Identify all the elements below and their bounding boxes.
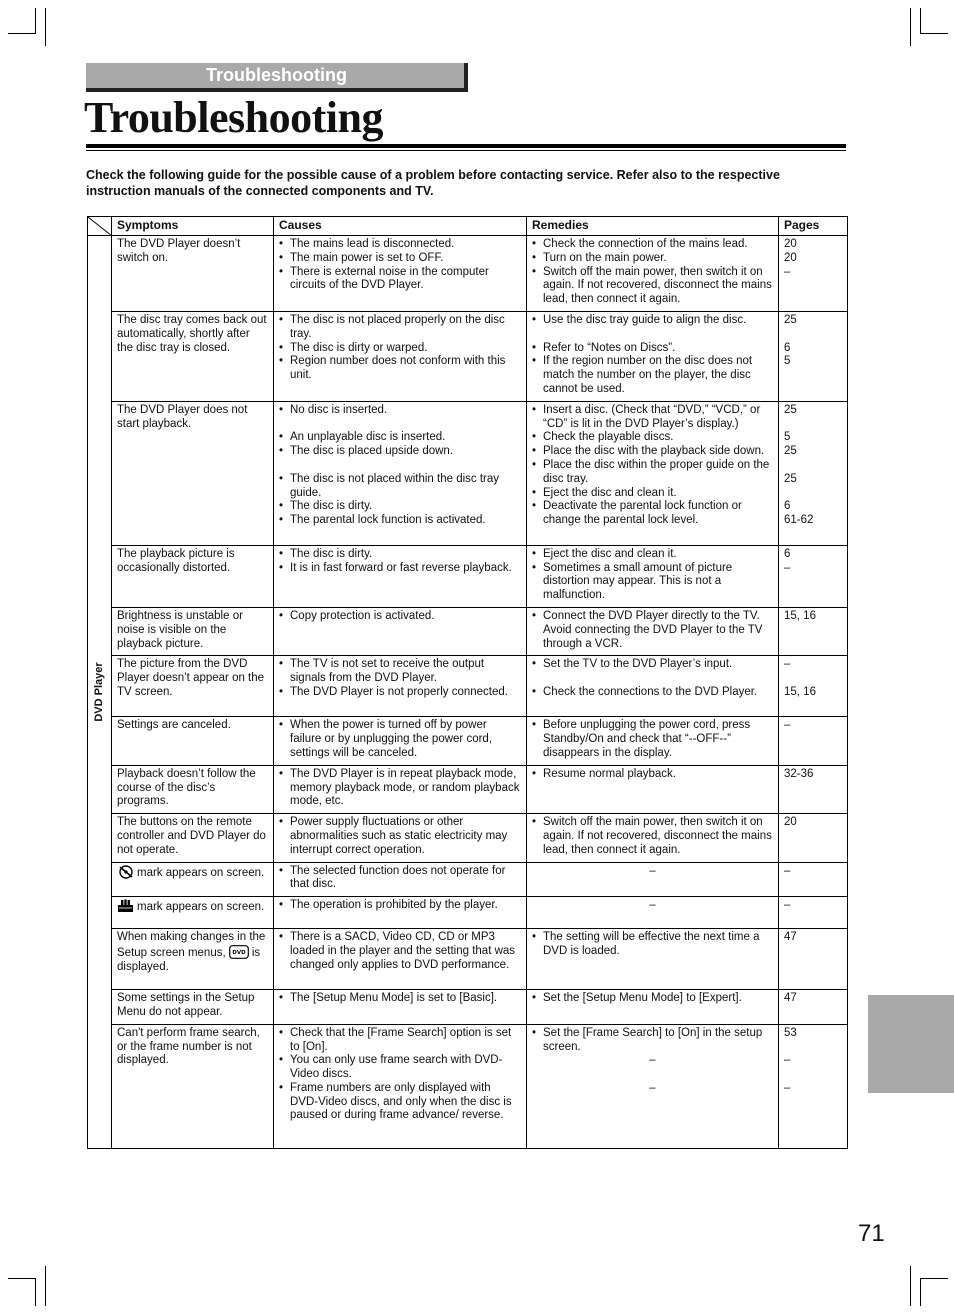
causes-cell	[274, 897, 527, 929]
svg-text:DVD: DVD	[232, 949, 246, 956]
causes-cell	[274, 607, 527, 655]
cause-item: • Power supply fluctuations or other abnormalities such as static electricity may interrupt correct operation.	[279, 816, 521, 857]
cause-item: • The mains lead is disconnected.	[279, 238, 521, 252]
symptom-cell: The DVD Player doesn’t switch on.	[112, 236, 274, 312]
page-ref: 25	[784, 313, 797, 326]
symptom-cell: Playback doesn’t follow the course of the disc’s programs.	[112, 765, 274, 813]
symptom-cell: The disc tray comes back out automatically, shortly after the disc tray is closed.	[112, 311, 274, 401]
remedies-cell	[527, 545, 779, 607]
causes-cell	[274, 311, 527, 401]
table-row	[88, 765, 848, 813]
remedy-item: • Before unplugging the power cord, press Standby/On and check that “--OFF--” disappears in the display.	[532, 719, 773, 760]
remedy-item: • Check the playable discs.	[532, 431, 773, 445]
causes-cell	[274, 656, 527, 717]
cause-item: • The selected function does not operate for that disc.	[279, 865, 521, 893]
prohibited-disc-icon	[117, 865, 134, 879]
cause-item: • Region number does not conform with this unit.	[279, 355, 521, 383]
remedy-item: • Place the disc with the playback side down.	[532, 445, 773, 459]
table-row	[88, 311, 848, 401]
pages-cell	[779, 607, 848, 655]
page-title: Troubleshooting	[84, 93, 383, 142]
remedy-item: • Place the disc within the proper guide on the disc tray.	[532, 459, 773, 487]
remedy-item: • Check the connections to the DVD Player.	[532, 686, 773, 700]
page-ref: 6	[784, 500, 791, 513]
pages-cell	[779, 1024, 848, 1148]
remedy-item: • Check the connection of the mains lead.	[532, 238, 773, 252]
crop-mark	[910, 1266, 911, 1306]
symptom-cell: Settings are canceled.	[112, 717, 274, 765]
column-header-symptoms: Symptoms	[112, 217, 274, 236]
symptom-text: When making changes in the Setup screen menus,	[117, 931, 266, 959]
troubleshooting-table	[87, 216, 848, 1149]
page-ref: 47	[784, 931, 797, 944]
crop-mark	[8, 1278, 36, 1279]
remedies-cell	[527, 401, 779, 545]
cause-item: • No disc is inserted.	[279, 404, 521, 418]
page-ref: 47	[784, 992, 797, 1005]
page-ref: –	[784, 561, 791, 574]
causes-cell	[274, 862, 527, 897]
pages-cell	[779, 990, 848, 1025]
cause-item: • The disc is not placed properly on the disc tray.	[279, 314, 521, 342]
crop-mark	[920, 1278, 948, 1279]
causes-cell	[274, 401, 527, 545]
corner-cell	[88, 217, 112, 236]
crop-mark	[920, 8, 921, 34]
cause-item: • The DVD Player is in repeat playback mode, memory playback mode, or random playback mode, etc.	[279, 768, 521, 809]
remedies-cell	[527, 814, 779, 862]
pages-cell	[779, 897, 848, 929]
symptom-cell: The DVD Player does not start playback.	[112, 401, 274, 545]
pages-cell	[779, 656, 848, 717]
cause-item: • The main power is set to OFF.	[279, 252, 521, 266]
remedies-cell: –	[527, 862, 779, 897]
crop-mark	[45, 8, 46, 46]
cause-item: • Copy protection is activated.	[279, 610, 521, 624]
remedy-item: • Set the [Frame Search] to [On] in the setup screen.	[532, 1027, 773, 1055]
table-row	[88, 1024, 848, 1148]
group-label: DVD Player	[92, 662, 105, 722]
page-ref: 20	[784, 238, 797, 250]
causes-cell	[274, 814, 527, 862]
pages-cell	[779, 236, 848, 312]
pages-cell	[779, 929, 848, 990]
remedy-item: • Resume normal playback.	[532, 768, 773, 782]
table-row	[88, 545, 848, 607]
remedy-item: • Connect the DVD Player directly to the TV. Avoid connecting the DVD Player to the TV through a VCR.	[532, 610, 773, 651]
symptom-cell: Brightness is unstable or noise is visible on the playback picture.	[112, 607, 274, 655]
page-ref: 15, 16	[784, 609, 816, 622]
cause-item: • There is a SACD, Video CD, CD or MP3 loaded in the player and the setting that was changed only applies to DVD performance.	[279, 931, 521, 972]
cause-item: • The disc is not placed within the disc tray guide.	[279, 473, 521, 501]
symptom-cell: The buttons on the remote controller and DVD Player do not operate.	[112, 814, 274, 862]
remedy-item: • Set the TV to the DVD Player’s input.	[532, 658, 773, 672]
remedies-cell	[527, 607, 779, 655]
page-ref: –	[784, 719, 791, 732]
symptom-cell: The picture from the DVD Player doesn’t appear on the TV screen.	[112, 656, 274, 717]
page-ref: 25	[784, 445, 797, 458]
table-row	[88, 814, 848, 862]
page-ref: 61-62	[784, 514, 814, 527]
remedy-item: • Eject the disc and clean it.	[532, 548, 773, 562]
remedy-item: • The setting will be effective the next time a DVD is loaded.	[532, 931, 773, 959]
table-row	[88, 656, 848, 717]
intro-text: Check the following guide for the possible cause of a problem before contacting service. Refer also to the respective instruction manuals of the connected components and TV.	[86, 168, 780, 198]
page-ref: –	[784, 1054, 791, 1067]
cause-item: • The disc is dirty.	[279, 548, 521, 562]
remedy-dash: –	[649, 1054, 656, 1067]
symptom-text: is displayed.	[117, 946, 261, 973]
section-tab-label: Troubleshooting	[206, 65, 347, 85]
title-rule-thin	[86, 150, 846, 151]
cause-item: • There is external noise in the computer circuits of the DVD Player.	[279, 266, 521, 294]
table-header-row	[88, 217, 848, 236]
page-ref: 6	[784, 341, 791, 354]
page-ref: 15, 16	[784, 685, 816, 698]
causes-cell	[274, 236, 527, 312]
remedies-cell	[527, 656, 779, 717]
cause-item: • The disc is placed upside down.	[279, 445, 521, 459]
page-ref: –	[784, 864, 791, 877]
pages-cell	[779, 814, 848, 862]
diagonal-line-icon	[88, 217, 112, 236]
remedy-item: • If the region number on the disc does not match the number on the player, the disc cannot be used.	[532, 355, 773, 396]
causes-cell	[274, 765, 527, 813]
remedies-cell	[527, 311, 779, 401]
cause-item: • The DVD Player is not properly connected.	[279, 686, 521, 700]
cause-item: • The operation is prohibited by the player.	[279, 899, 521, 913]
table-row	[88, 717, 848, 765]
crop-mark	[910, 8, 911, 46]
page-ref: 5	[784, 431, 791, 444]
causes-cell	[274, 545, 527, 607]
cause-item: • It is in fast forward or fast reverse playback.	[279, 562, 521, 576]
section-tab	[86, 63, 468, 92]
remedy-item: • Refer to “Notes on Discs”.	[532, 342, 773, 356]
crop-mark	[35, 1278, 36, 1306]
table-row	[88, 862, 848, 897]
causes-cell	[274, 1024, 527, 1148]
dvd-logo-icon	[229, 945, 249, 959]
table-row	[88, 897, 848, 929]
page-ref: 25	[784, 403, 797, 416]
prohibited-hand-icon	[117, 899, 134, 913]
remedies-cell	[527, 236, 779, 312]
symptom-cell	[112, 929, 274, 990]
page-ref: –	[784, 899, 791, 912]
remedies-cell	[527, 1024, 779, 1148]
remedy-item: • Turn on the main power.	[532, 252, 773, 266]
column-header-causes: Causes	[274, 217, 527, 236]
page-ref: –	[784, 1081, 791, 1094]
pages-cell	[779, 765, 848, 813]
page-ref: –	[784, 265, 791, 278]
symptom-cell	[112, 862, 274, 897]
remedy-item: • Switch off the main power, then switch it on again. If not recovered, disconnect the mains lead, then connect it again.	[532, 816, 773, 857]
pages-cell	[779, 545, 848, 607]
causes-cell	[274, 717, 527, 765]
group-label-cell	[88, 236, 112, 1149]
remedy-item: • Use the disc tray guide to align the disc.	[532, 314, 773, 328]
table-row	[88, 236, 848, 312]
table-row	[88, 990, 848, 1025]
remedy-item: • Switch off the main power, then switch it on again. If not recovered, disconnect the mains lead, then connect it again.	[532, 266, 773, 307]
symptom-cell: The playback picture is occasionally distorted.	[112, 545, 274, 607]
remedies-cell	[527, 929, 779, 990]
page-ref: 20	[784, 251, 797, 264]
remedies-cell: –	[527, 897, 779, 929]
remedy-item: • Set the [Setup Menu Mode] to [Expert].	[532, 992, 773, 1006]
causes-cell	[274, 990, 527, 1025]
pages-cell	[779, 862, 848, 897]
cause-item: • Frame numbers are only displayed with DVD-Video discs, and only when the disc is paused or during frame advance/ reverse.	[279, 1082, 521, 1123]
symptom-cell: Some settings in the Setup Menu do not appear.	[112, 990, 274, 1025]
cause-item: • Check that the [Frame Search] option is set to [On].	[279, 1027, 521, 1055]
cause-item: • The [Setup Menu Mode] is set to [Basic].	[279, 992, 521, 1006]
cause-item: • The parental lock function is activated.	[279, 514, 521, 528]
page-ref: 32-36	[784, 767, 814, 780]
side-tab	[868, 995, 954, 1093]
symptom-text: mark appears on screen.	[137, 901, 265, 914]
symptom-cell: Can't perform frame search, or the frame number is not displayed.	[112, 1024, 274, 1148]
title-rule	[86, 144, 846, 148]
remedy-item: • Insert a disc. (Check that “DVD,” “VCD,” or “CD” is lit in the DVD Player’s display.)	[532, 404, 773, 432]
remedies-cell	[527, 717, 779, 765]
page-ref: 20	[784, 816, 797, 829]
pages-cell	[779, 717, 848, 765]
cause-item: • You can only use frame search with DVD-Video discs.	[279, 1054, 521, 1082]
cause-item: • The TV is not set to receive the output signals from the DVD Player.	[279, 658, 521, 686]
symptom-cell	[112, 897, 274, 929]
symptom-text: mark appears on screen.	[137, 866, 265, 879]
crop-mark	[8, 33, 36, 34]
table-row	[88, 401, 848, 545]
remedy-item: • Eject the disc and clean it.	[532, 487, 773, 501]
causes-cell	[274, 929, 527, 990]
page-ref: 25	[784, 472, 797, 485]
table-row	[88, 607, 848, 655]
cause-item: • When the power is turned off by power failure or by unplugging the power cord, settings will be canceled.	[279, 719, 521, 760]
remedies-cell	[527, 765, 779, 813]
column-header-remedies: Remedies	[527, 217, 779, 236]
remedies-cell	[527, 990, 779, 1025]
pages-cell	[779, 401, 848, 545]
crop-mark	[45, 1266, 46, 1306]
remedy-item: • Deactivate the parental lock function or change the parental lock level.	[532, 500, 773, 528]
column-header-pages: Pages	[779, 217, 848, 236]
crop-mark	[35, 8, 36, 34]
cause-item: • The disc is dirty or warped.	[279, 342, 521, 356]
pages-cell	[779, 311, 848, 401]
remedy-dash: –	[649, 1081, 656, 1094]
page-ref: –	[784, 658, 791, 671]
page-number: 71	[858, 1220, 885, 1247]
remedy-item: • Sometimes a small amount of picture distortion may appear. This is not a malfunction.	[532, 562, 773, 603]
page-ref: 53	[784, 1026, 797, 1039]
cause-item: • An unplayable disc is inserted.	[279, 431, 521, 445]
crop-mark	[920, 1278, 921, 1306]
page-ref: 5	[784, 355, 791, 368]
page-ref: 6	[784, 547, 791, 560]
crop-mark	[920, 33, 948, 34]
cause-item: • The disc is dirty.	[279, 500, 521, 514]
table-row	[88, 929, 848, 990]
